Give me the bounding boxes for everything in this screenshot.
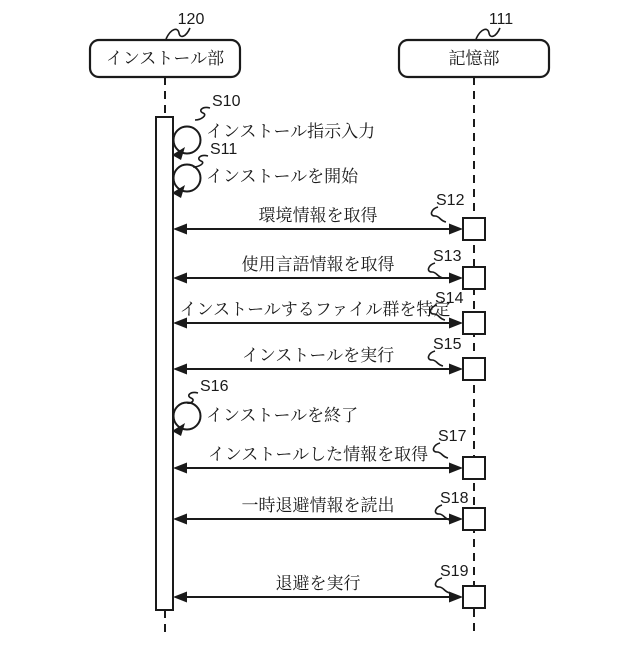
step-box-s18 bbox=[463, 508, 485, 530]
step-box-s15 bbox=[463, 358, 485, 380]
actor-name-installer: インストール部 bbox=[105, 49, 225, 68]
step-label-s18: S18 bbox=[440, 490, 469, 507]
ref-number-installer: 120 bbox=[177, 11, 205, 28]
message-text-s12: 環境情報を取得 bbox=[258, 206, 378, 225]
step-box-s13 bbox=[463, 267, 485, 289]
step-box-s19 bbox=[463, 586, 485, 608]
step-label-s12: S12 bbox=[436, 192, 465, 209]
message-text-s14: インストールするファイル群を特定 bbox=[179, 300, 451, 319]
step-label-s13: S13 bbox=[433, 248, 462, 265]
message-text-s18: 一時退避情報を読出 bbox=[241, 496, 395, 515]
actor-name-storage: 記憶部 bbox=[448, 49, 500, 68]
step-label-s11: S11 bbox=[210, 141, 238, 158]
activation-bar-installer bbox=[156, 117, 173, 610]
message-text-s17: インストールした情報を取得 bbox=[207, 445, 429, 464]
step-label-s16: S16 bbox=[200, 378, 229, 395]
step-label-s19: S19 bbox=[440, 563, 469, 580]
message-text-s15: インストールを実行 bbox=[241, 346, 395, 365]
message-text-s13: 使用言語情報を取得 bbox=[241, 255, 395, 274]
step-label-s14: S14 bbox=[435, 290, 464, 307]
step-label-s17: S17 bbox=[438, 428, 467, 445]
step-box-s14 bbox=[463, 312, 485, 334]
message-text-s19: 退避を実行 bbox=[275, 574, 361, 593]
ref-number-storage: 111 bbox=[488, 11, 514, 28]
step-box-s17 bbox=[463, 457, 485, 479]
step-label-s10: S10 bbox=[212, 93, 241, 110]
self-message-text-s11: インストールを開始 bbox=[206, 167, 359, 186]
self-message-text-s10: インストール指示入力 bbox=[206, 122, 376, 141]
step-box-s12 bbox=[463, 218, 485, 240]
step-label-s15: S15 bbox=[433, 336, 462, 353]
self-message-text-s16: インストールを終了 bbox=[206, 406, 359, 425]
